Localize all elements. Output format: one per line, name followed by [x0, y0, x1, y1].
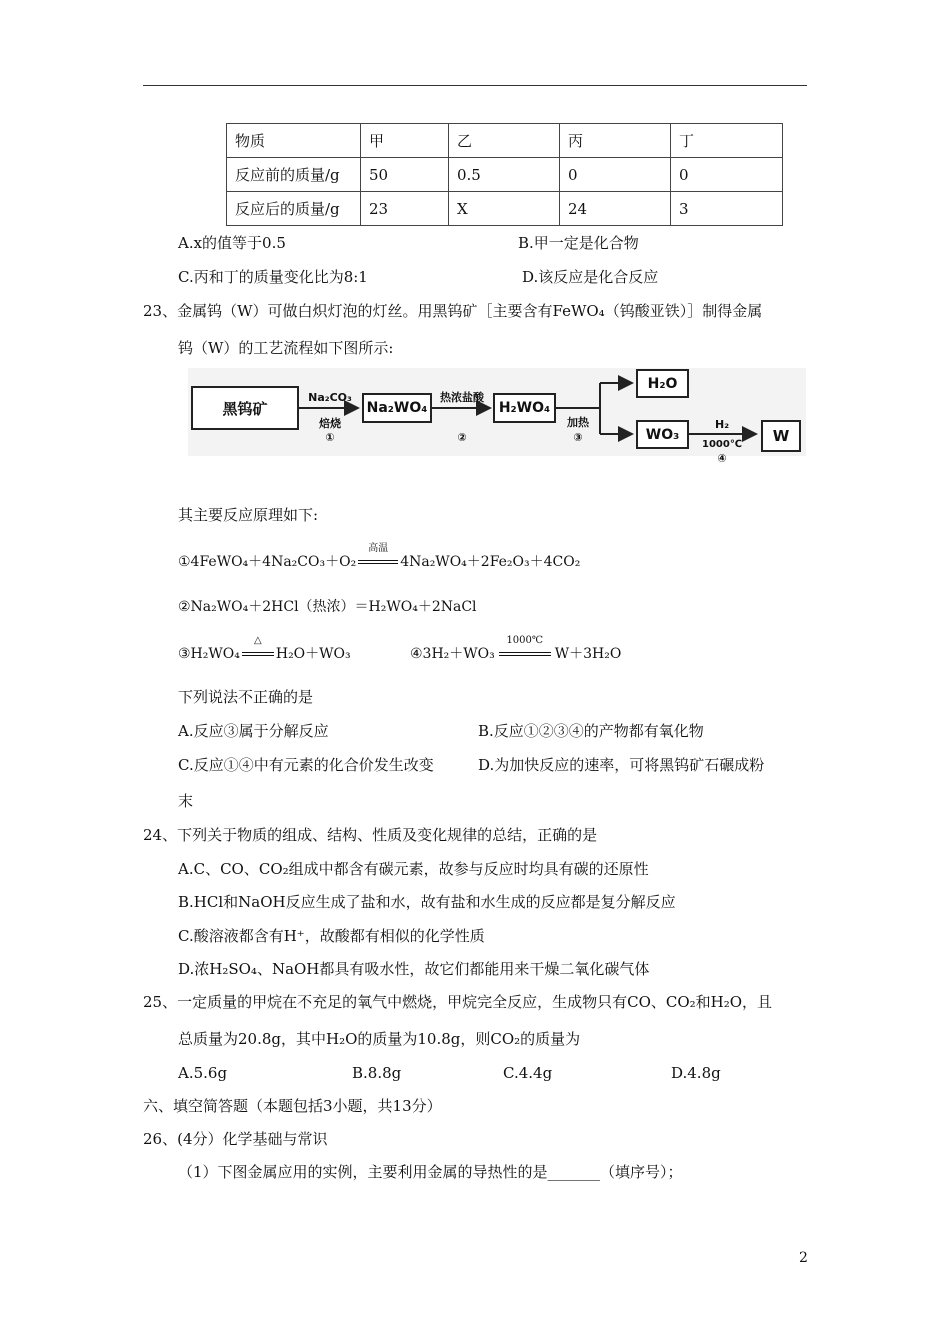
table-cell: 甲 — [361, 124, 449, 158]
q24-option-a: A.C、CO、CO₂组成中都含有碳元素，故参与反应时均具有碳的还原性 — [178, 860, 649, 878]
flow-label-step4: ④ — [717, 452, 727, 465]
flow-label-step3: ③ — [573, 431, 583, 444]
table-cell: 反应后的质量/g — [227, 192, 361, 226]
principle-title: 其主要反应原理如下: — [178, 506, 319, 524]
table-cell: 3 — [671, 192, 783, 226]
table-cell: X — [449, 192, 560, 226]
flow-box-h2wo4: H₂WO₄ — [493, 393, 556, 423]
flow-label-cond4: 1000℃ — [702, 439, 742, 450]
table-row — [227, 158, 783, 192]
q24-option-d: D.浓H₂SO₄、NaOH都具有吸水性，故它们都能用来干燥二氧化碳气体 — [178, 960, 650, 978]
table-cell: 乙 — [449, 124, 560, 158]
page-number: 2 — [799, 1250, 808, 1266]
table-cell: 0 — [671, 158, 783, 192]
mass-table — [226, 123, 783, 226]
eq3-condition: △ — [254, 635, 262, 646]
q23-option-b: B.反应①②③④的产物都有氧化物 — [478, 722, 704, 740]
q23-stem-line1: 23、金属钨（W）可做白炽灯泡的灯丝。用黑钨矿［主要含有FeWO₄（钨酸亚铁）］制得金属 — [143, 302, 763, 320]
flow-label-step2: ② — [457, 431, 467, 444]
eq1-condition: 高温 — [368, 543, 389, 554]
flow-label-cond3: 加热 — [567, 416, 589, 429]
q23-question: 下列说法不正确的是 — [178, 688, 314, 706]
q22-option-b: B.甲一定是化合物 — [518, 234, 639, 252]
eq1-left: ①4FeWO₄＋4Na₂CO₃＋O₂ — [178, 554, 357, 570]
eq4-arrow — [499, 635, 551, 660]
q25-option-b: B.8.8g — [352, 1064, 402, 1082]
table-cell: 0.5 — [449, 158, 560, 192]
eq4-condition: 1000℃ — [506, 635, 544, 646]
flow-box-h2o: H₂O — [636, 369, 689, 398]
flow-label-reagent2: 热浓盐酸 — [440, 391, 484, 404]
table-cell: 丁 — [671, 124, 783, 158]
q23-stem-line2: 钨（W）的工艺流程如下图所示: — [178, 339, 394, 357]
equation-2: ②Na₂WO₄＋2HCl（热浓）＝H₂WO₄＋2NaCl — [178, 599, 477, 615]
q23-option-c: C.反应①④中有元素的化合价发生改变 — [178, 756, 434, 774]
flow-label-cond1: 焙烧 — [319, 417, 341, 430]
q25-option-a: A.5.6g — [178, 1064, 228, 1082]
flow-label-step1: ① — [325, 431, 335, 444]
equation-1 — [178, 543, 581, 572]
eq4-left: ④3H₂＋WO₃ — [410, 646, 495, 662]
q25-option-d: D.4.8g — [671, 1064, 721, 1082]
q22-option-a: A.x的值等于0.5 — [178, 234, 286, 252]
q23-option-d-cont: 末 — [178, 792, 194, 810]
q22-option-c: C.丙和丁的质量变化比为8:1 — [178, 268, 368, 286]
table-row — [227, 192, 783, 226]
equation-3 — [178, 635, 351, 664]
eq4-right: W＋3H₂O — [554, 646, 622, 662]
eq3-arrow — [242, 635, 274, 660]
q25-option-c: C.4.4g — [503, 1064, 553, 1082]
q24-stem: 24、下列关于物质的组成、结构、性质及变化规律的总结，正确的是 — [143, 826, 598, 844]
flow-box-w: W — [761, 420, 801, 452]
eq1-arrow — [358, 543, 398, 568]
q23-option-a: A.反应③属于分解反应 — [178, 722, 329, 740]
q26-stem: 26、(4分）化学基础与常识 — [143, 1130, 328, 1148]
table-cell: 50 — [361, 158, 449, 192]
q24-option-b: B.HCl和NaOH反应生成了盐和水，故有盐和水生成的反应都是复分解反应 — [178, 893, 676, 911]
q24-option-c: C.酸溶液都含有H⁺，故酸都有相似的化学性质 — [178, 927, 485, 945]
eq3-left: ③H₂WO₄ — [178, 646, 240, 662]
table-cell: 0 — [560, 158, 671, 192]
table-cell: 23 — [361, 192, 449, 226]
q26-sub1: （1）下图金属应用的实例，主要利用金属的导热性的是_______（填序号）； — [178, 1163, 683, 1181]
flow-box-na2wo4: Na₂WO₄ — [362, 393, 432, 423]
eq1-right: 4Na₂WO₄＋2Fe₂O₃＋4CO₂ — [400, 554, 581, 570]
equation-4 — [410, 635, 622, 664]
flow-box-ore: 黑钨矿 — [191, 386, 299, 430]
header-rule — [143, 85, 807, 86]
flow-label-reagent4: H₂ — [714, 418, 730, 431]
flow-box-wo3: WO₃ — [636, 420, 689, 449]
q25-stem-line2: 总质量为20.8g，其中H₂O的质量为10.8g，则CO₂的质量为 — [178, 1030, 581, 1048]
q23-option-d: D.为加快反应的速率，可将黑钨矿石碾成粉 — [478, 756, 765, 774]
eq3-right: H₂O＋WO₃ — [275, 646, 351, 662]
table-cell: 丙 — [560, 124, 671, 158]
flow-label-reagent1: Na₂CO₃ — [308, 391, 352, 404]
q22-option-d: D.该反应是化合反应 — [522, 268, 659, 286]
table-cell: 物质 — [227, 124, 361, 158]
table-cell: 反应前的质量/g — [227, 158, 361, 192]
table-header-row — [227, 124, 783, 158]
table-cell: 24 — [560, 192, 671, 226]
q25-stem-line1: 25、一定质量的甲烷在不充足的氧气中燃烧，甲烷完全反应，生成物只有CO、CO₂和H₂O，且 — [143, 993, 773, 1011]
section-6-title: 六、填空简答题（本题包括3小题，共13分） — [143, 1097, 442, 1115]
